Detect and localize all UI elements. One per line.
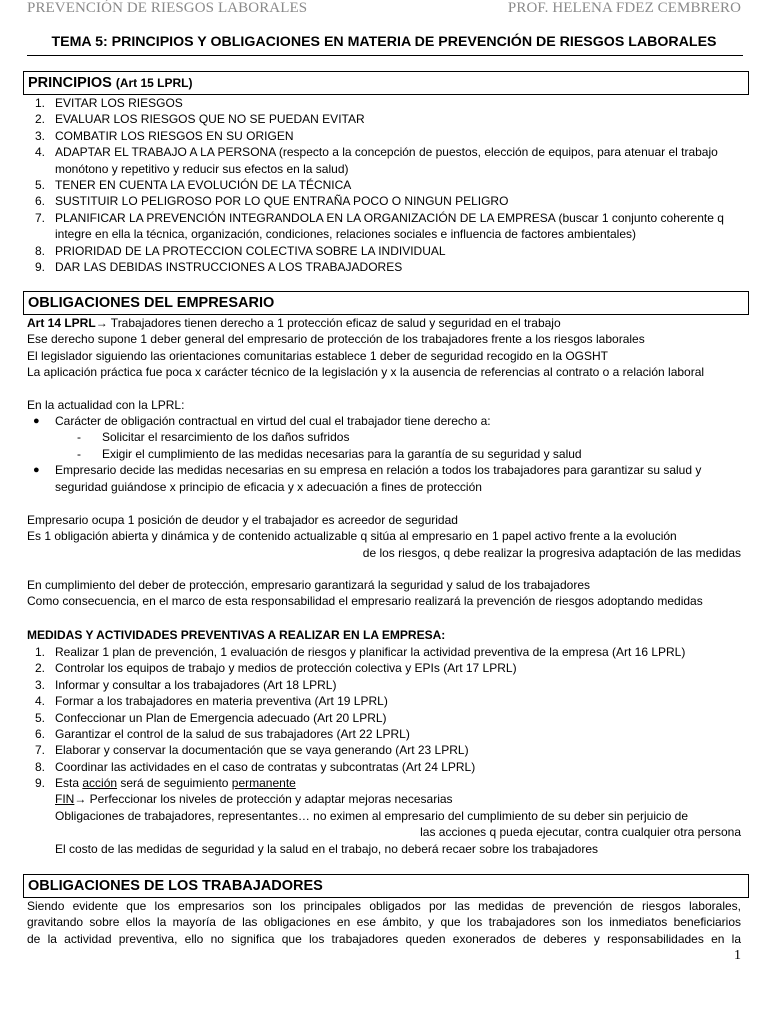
paragraph-line: de los riesgos, q debe realizar la progresiva adaptación de las medidas bbox=[362, 545, 741, 560]
medida-item bbox=[27, 710, 741, 726]
medida-text: Controlar los equipos de trabajo y medios de protección colectiva y EPIs (Art 17 LPRL) bbox=[55, 661, 517, 676]
item9-underlined: acción bbox=[82, 776, 118, 790]
bullet-item bbox=[27, 413, 741, 429]
medida-item bbox=[27, 677, 741, 693]
dash-text: Exigir el cumplimiento de las medidas necesarias para la garantía de su seguridad y salud bbox=[102, 446, 582, 461]
medida-item bbox=[27, 693, 741, 709]
principio-text: SUSTITUIR LO PELIGROSO POR LO QUE ENTRAÑA POCO O NINGUN PELIGRO bbox=[55, 194, 509, 209]
arrow-icon: → bbox=[95, 316, 108, 330]
empresario-intro bbox=[27, 315, 741, 381]
bullet-icon: ● bbox=[33, 415, 40, 427]
medida-text: Coordinar las actividades en el caso de contratas y subcontratas (Art 24 LPRL) bbox=[55, 759, 476, 774]
dash-item bbox=[27, 429, 741, 445]
oblig-line: Obligaciones de trabajadores, representantes… no eximen al empresario del cumplimiento de su deber sin perjuicio de bbox=[55, 808, 689, 823]
principio-item bbox=[27, 95, 741, 111]
fin-line bbox=[55, 791, 741, 807]
principio-text: monótono y repetitivo y reducir sus efectos en la salud) bbox=[55, 161, 349, 176]
dash-icon: - bbox=[77, 430, 81, 445]
bullet-text: seguridad guiándose x principio de eficacia y x adecuación a fines de protección bbox=[55, 479, 482, 494]
item9-underlined: permanente bbox=[231, 776, 296, 790]
header-course-title: PREVENCIÓN DE RIESGOS LABORALES bbox=[27, 0, 308, 16]
principios-heading: PRINCIPIOS bbox=[28, 75, 112, 91]
principio-item bbox=[27, 210, 741, 243]
list-number: 2. bbox=[35, 112, 46, 127]
cumplimiento-paragraph bbox=[27, 577, 741, 610]
arrow-icon: → bbox=[74, 792, 87, 807]
art14-ref: Art 14 LPRL bbox=[27, 316, 96, 330]
list-number: 6. bbox=[35, 727, 46, 742]
principio-item bbox=[27, 177, 741, 193]
title-underline bbox=[27, 55, 743, 56]
medida-text: Confeccionar un Plan de Emergencia adecuado (Art 20 LPRL) bbox=[55, 710, 387, 725]
paragraph-line: gravitando sobre ellos la mayoría de las obligaciones en ese ámbito, y que los trabajadores son los inmediatos beneficiarios bbox=[27, 915, 741, 930]
medida-item bbox=[27, 742, 741, 758]
principio-text: PLANIFICAR LA PREVENCIÓN INTEGRANDOLA EN LA ORGANIZACIÓN DE LA EMPRESA (buscar 1 conjunto coherente q bbox=[55, 210, 724, 225]
paragraph-line: Es 1 obligación abierta y dinámica y de contenido actualizable q sitúa al empresario en 1 papel activo frente a la evolución bbox=[27, 529, 677, 544]
list-number: 5. bbox=[35, 178, 46, 193]
medida-text: Garantizar el control de la salud de sus trabajadores (Art 22 LPRL) bbox=[55, 727, 410, 742]
list-number: 4. bbox=[35, 694, 46, 709]
principio-text: DAR LAS DEBIDAS INSTRUCCIONES A LOS TRABAJADORES bbox=[55, 260, 403, 275]
principios-list bbox=[27, 95, 741, 275]
principio-text: COMBATIR LOS RIESGOS EN SU ORIGEN bbox=[55, 128, 294, 143]
paragraph-line: En cumplimiento del deber de protección, empresario garantizará la seguridad y salud de los trabajadores bbox=[27, 578, 590, 592]
principio-item bbox=[27, 128, 741, 144]
medida-item bbox=[27, 759, 741, 775]
principio-item bbox=[27, 111, 741, 127]
section-heading-trabajadores bbox=[23, 874, 749, 898]
list-number: 4. bbox=[35, 145, 46, 160]
list-number: 8. bbox=[35, 759, 46, 774]
principio-item bbox=[27, 259, 741, 275]
header-author: PROF. HELENA FDEZ CEMBRERO bbox=[507, 0, 741, 16]
principio-item bbox=[27, 243, 741, 259]
principio-item bbox=[27, 193, 741, 209]
list-number: 1. bbox=[35, 96, 46, 110]
empresario-heading: OBLIGACIONES DEL EMPRESARIO bbox=[28, 295, 275, 311]
fin-label: FIN bbox=[55, 792, 75, 807]
paragraph-line: Empresario ocupa 1 posición de deudor y el trabajador es acreedor de seguridad bbox=[27, 513, 458, 527]
art14-line bbox=[27, 315, 741, 331]
principio-text: EVITAR LOS RIESGOS bbox=[55, 96, 183, 110]
medidas-heading: MEDIDAS Y ACTIVIDADES PREVENTIVAS A REALIZAR EN LA EMPRESA: bbox=[27, 628, 446, 642]
costo-line: El costo de las medidas de seguridad y la salud en el trabajo, no deberá recaer sobre los trabajadores bbox=[55, 841, 598, 856]
paragraph-line: El legislador siguiendo las orientaciones comunitarias establece 1 deber de seguridad recogido en la OGSHT bbox=[27, 348, 609, 363]
running-header bbox=[27, 0, 741, 18]
section-heading-empresario bbox=[23, 291, 749, 315]
medidas-list bbox=[27, 644, 741, 775]
paragraph-line: La aplicación práctica fue poca x carácter técnico de la legislación y x la ausencia de referencias al contrato o a relación laboral bbox=[27, 365, 705, 380]
deudor-paragraph bbox=[27, 512, 741, 561]
list-number: 7. bbox=[35, 743, 46, 758]
trabajadores-heading: OBLIGACIONES DE LOS TRABAJADORES bbox=[28, 878, 323, 894]
medida-item bbox=[27, 644, 741, 660]
medida-item bbox=[27, 660, 741, 676]
medida-item bbox=[27, 726, 741, 742]
medida-text: Realizar 1 plan de prevención, 1 evaluación de riesgos y planificar la actividad preventiva de la empresa (Art 16 LPRL) bbox=[55, 645, 686, 659]
principio-text: ADAPTAR EL TRABAJO A LA PERSONA (respecto a la concepción de puestos, elección de equipos, para atenuar el trabajo bbox=[55, 145, 718, 160]
list-number: 6. bbox=[35, 194, 46, 209]
medidas-item-9 bbox=[27, 775, 741, 857]
art14-text: Trabajadores tienen derecho a 1 protección eficaz de salud y seguridad en el trabajo bbox=[107, 316, 561, 330]
dash-icon: - bbox=[77, 446, 81, 461]
item9-text: Esta bbox=[55, 776, 83, 790]
bullet-icon: ● bbox=[33, 464, 40, 477]
list-number: 3. bbox=[35, 677, 46, 692]
bullet-text: Carácter de obligación contractual en virtud del cual el trabajador tiene derecho a: bbox=[55, 414, 491, 428]
medida-text: Informar y consultar a los trabajadores (Art 18 LPRL) bbox=[55, 677, 337, 692]
page-number: 1 bbox=[734, 948, 741, 963]
list-number: 1. bbox=[35, 645, 46, 659]
principio-text: TENER EN CUENTA LA EVOLUCIÓN DE LA TÉCNICA bbox=[55, 178, 352, 193]
paragraph-line: Como consecuencia, en el marco de esta responsabilidad el empresario realizará la prevención de riesgos adoptando medidas bbox=[27, 594, 703, 609]
paragraph-line: de la actividad preventiva, ello no significa que los trabajadores queden exonerados de deberes y responsabilidades en la bbox=[27, 931, 741, 946]
list-number: 2. bbox=[35, 661, 46, 676]
item9-line bbox=[55, 775, 741, 791]
section-heading-principios bbox=[23, 71, 749, 95]
paragraph-line: Ese derecho supone 1 deber general del empresario de protección de los trabajadores frente a los riesgos laborales bbox=[27, 332, 645, 347]
trabajadores-paragraph bbox=[27, 898, 741, 947]
list-number: 8. bbox=[35, 243, 46, 258]
document-title: TEMA 5: PRINCIPIOS Y OBLIGACIONES EN MATERIA DE PREVENCIÓN DE RIESGOS LABORALES bbox=[51, 34, 717, 50]
actualidad-line: En la actualidad con la LPRL: bbox=[27, 398, 185, 412]
paragraph-line: Siendo evidente que los empresarios son los principales obligados por las medidas de prevención de riesgos laborales, bbox=[27, 899, 741, 913]
list-number: 5. bbox=[35, 710, 46, 725]
bullet-item bbox=[27, 462, 741, 495]
principio-text: PRIORIDAD DE LA PROTECCION COLECTIVA SOBRE LA INDIVIDUAL bbox=[55, 243, 446, 258]
bullet-text: Empresario decide las medidas necesarias en su empresa en relación a todos los trabajadores para garantizar su salud y bbox=[55, 463, 702, 478]
list-number: 9. bbox=[35, 260, 46, 275]
principio-item bbox=[27, 144, 741, 177]
actualidad-bullets bbox=[27, 413, 741, 495]
medida-text: Formar a los trabajadores en materia preventiva (Art 19 LPRL) bbox=[55, 694, 388, 709]
oblig-line: las acciones q pueda ejecutar, contra cualquier otra persona bbox=[420, 825, 741, 840]
item9-text: será de seguimiento bbox=[117, 776, 232, 790]
fin-text: Perfeccionar los niveles de protección y adaptar mejoras necesarias bbox=[86, 792, 453, 807]
principio-text: integre en ella la técnica, organización, condiciones, relaciones sociales e influencia de factores ambientales) bbox=[55, 227, 637, 242]
list-number: 3. bbox=[35, 128, 46, 143]
principios-ref: (Art 15 LPRL) bbox=[115, 76, 193, 90]
principio-text: EVALUAR LOS RIESGOS QUE NO SE PUEDAN EVITAR bbox=[55, 112, 365, 127]
list-number: 7. bbox=[35, 210, 46, 225]
dash-text: Solicitar el resarcimiento de los daños sufridos bbox=[102, 430, 350, 445]
dash-item bbox=[27, 446, 741, 462]
list-number: 9. bbox=[35, 776, 46, 790]
medida-text: Elaborar y conservar la documentación que se vaya generando (Art 23 LPRL) bbox=[55, 743, 469, 758]
